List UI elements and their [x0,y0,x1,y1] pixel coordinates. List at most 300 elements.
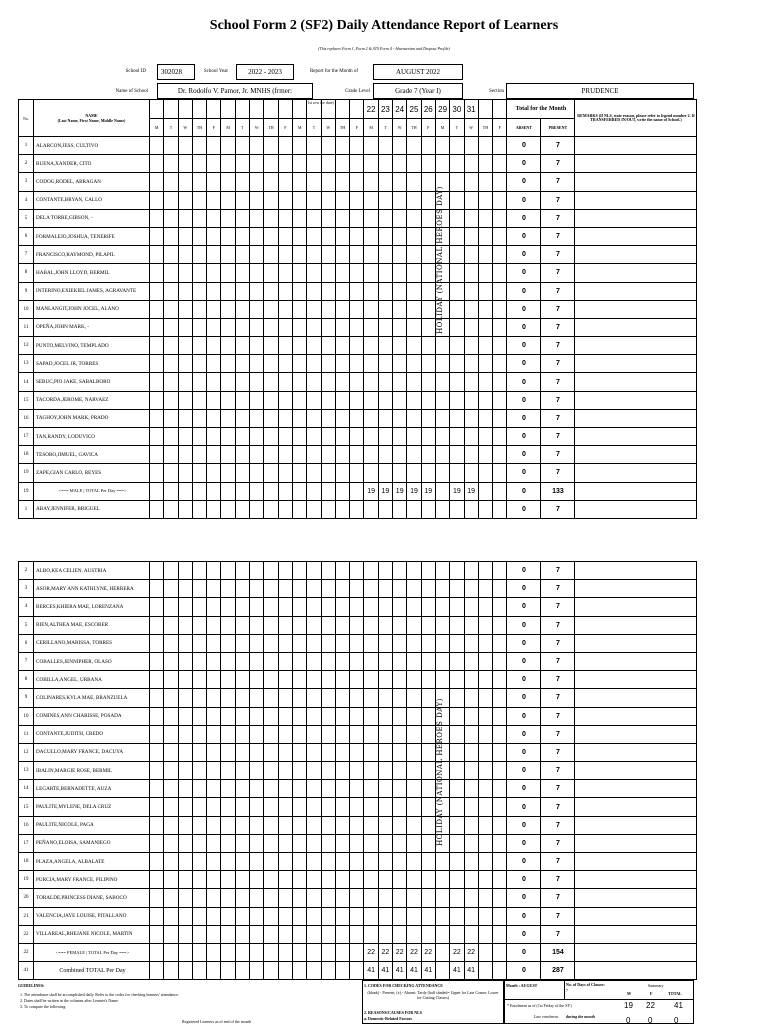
attendance-cell [150,798,164,816]
attendance-cell [335,889,349,907]
attendance-cell [307,616,321,634]
attendance-cell [307,652,321,670]
school-id-label: School ID [125,69,146,74]
date-header-cell [235,100,249,119]
attendance-cell [378,355,392,373]
learner-name: BUENA,XANDER, CITO [34,155,150,173]
attendance-cell [235,925,249,943]
attendance-cell [164,634,178,652]
daily-total-cell: 22 [393,943,407,961]
attendance-cell [278,762,292,780]
attendance-cell [250,318,264,336]
attendance-cell [264,816,278,834]
daily-total-cell [435,962,449,980]
attendance-cell [407,464,421,482]
attendance-cell [378,689,392,707]
remarks-cell [575,925,697,943]
remarks-cell [575,246,697,264]
attendance-cell [164,780,178,798]
attendance-cell [478,155,492,173]
learner-number: 13 [19,762,34,780]
attendance-cell [250,616,264,634]
total-row-label: <=== FEMALE | TOTAL Per Day ===> [34,943,150,961]
attendance-cell [250,907,264,925]
attendance-cell [350,137,364,155]
attendance-cell [321,816,335,834]
male-learner-row [19,264,697,282]
attendance-cell [150,446,164,464]
attendance-cell [192,227,206,245]
attendance-cell [192,671,206,689]
attendance-cell [350,209,364,227]
attendance-cell [464,173,478,191]
date-header-cell: 31 [464,100,478,119]
attendance-cell [407,409,421,427]
daily-total-cell [478,943,492,961]
attendance-cell [235,373,249,391]
attendance-cell [335,634,349,652]
learner-name: FRANCISCO,RAYMOND, PILAPIL [34,246,150,264]
attendance-cell [235,282,249,300]
late-enrolment-female: 0 [648,1016,653,1025]
attendance-cell [493,173,507,191]
attendance-cell [321,616,335,634]
attendance-cell [407,500,421,518]
attendance-cell [393,780,407,798]
attendance-cell [464,780,478,798]
section-label: Section [489,89,504,94]
absent-count: 0 [507,300,541,318]
attendance-cell [407,282,421,300]
attendance-cell [192,652,206,670]
attendance-cell [250,798,264,816]
daily-total-cell [235,482,249,500]
remarks-cell [575,871,697,889]
weekday-header-cell: F [207,119,221,137]
female-learner-row [19,907,697,925]
attendance-cell [450,816,464,834]
attendance-cell [192,173,206,191]
female-learner-row [19,671,697,689]
attendance-cell [250,580,264,598]
attendance-cell [393,409,407,427]
attendance-cell [278,834,292,852]
female-learner-row [19,816,697,834]
attendance-cell [278,907,292,925]
attendance-cell [264,337,278,355]
attendance-cell [164,725,178,743]
attendance-cell [221,689,235,707]
total-row-label: <=== MALE | TOTAL Per Day ===> [34,482,150,500]
attendance-cell [150,834,164,852]
attendance-cell [335,191,349,209]
attendance-cell [278,598,292,616]
attendance-cell [307,634,321,652]
attendance-cell [221,725,235,743]
daily-total-cell [493,482,507,500]
attendance-cell [378,391,392,409]
attendance-cell [350,671,364,689]
attendance-cell [421,500,435,518]
attendance-cell [178,889,192,907]
learner-number: 12 [19,337,34,355]
weekday-header-cell: F [421,119,435,137]
attendance-cell [464,318,478,336]
remarks-cell [575,300,697,318]
attendance-cell [321,562,335,580]
attendance-cell [321,373,335,391]
attendance-cell [464,500,478,518]
attendance-cell [364,562,378,580]
attendance-cell [335,282,349,300]
attendance-cell [264,652,278,670]
attendance-cell [307,762,321,780]
attendance-cell [493,373,507,391]
attendance-cell [350,373,364,391]
learner-name: DELA TORRE,GIBSON, - [34,209,150,227]
absent-count: 0 [507,264,541,282]
attendance-cell [178,373,192,391]
attendance-cell [493,816,507,834]
attendance-cell [207,580,221,598]
attendance-cell [350,871,364,889]
attendance-cell [321,853,335,871]
guideline-2: 2. Dates shall be written in the columns after Learner's Name. [20,998,119,1003]
attendance-cell [378,464,392,482]
present-count: 7 [541,227,575,245]
weekday-header-cell: TH [478,119,492,137]
learner-name: CODOG,RODEL, ABRAGAN [34,173,150,191]
attendance-cell [307,137,321,155]
attendance-cell [407,652,421,670]
attendance-cell [450,318,464,336]
attendance-cell [292,428,306,446]
attendance-cell [393,616,407,634]
attendance-cell [278,725,292,743]
attendance-cell [464,743,478,761]
attendance-cell [250,762,264,780]
attendance-cell [235,598,249,616]
attendance-cell [335,318,349,336]
attendance-cell [478,137,492,155]
attendance-cell [292,853,306,871]
attendance-cell [393,246,407,264]
learner-name: CERILLANO,MARISSA, TORRES [34,634,150,652]
attendance-cell [350,598,364,616]
female-learner-row [19,707,697,725]
female-learner-row [19,725,697,743]
attendance-cell [192,300,206,318]
attendance-cell [278,246,292,264]
attendance-cell [321,173,335,191]
attendance-cell [464,834,478,852]
remarks-cell [575,634,697,652]
attendance-cell [207,907,221,925]
attendance-cell [207,355,221,373]
attendance-cell [407,227,421,245]
attendance-cell [478,373,492,391]
attendance-cell [250,282,264,300]
attendance-cell [335,725,349,743]
attendance-cell [335,671,349,689]
attendance-cell [478,409,492,427]
attendance-cell [207,500,221,518]
attendance-cell [207,173,221,191]
attendance-cell [192,209,206,227]
daily-total-cell: 41 [378,962,392,980]
attendance-cell [350,762,364,780]
daily-total-cell [178,482,192,500]
daily-total-cell [150,482,164,500]
days-of-classes-label: No. of Days of Classes: [566,982,605,987]
attendance-cell [278,464,292,482]
grade-level-field: Grade 7 (Year I) [373,83,463,99]
attendance-cell [178,725,192,743]
attendance-cell [164,373,178,391]
absent-count: 0 [507,337,541,355]
weekday-header-cell: T [307,119,321,137]
attendance-cell [307,853,321,871]
male-learner-row [19,355,697,373]
attendance-cell [478,300,492,318]
learner-name: PEÑANO,ELOISA, SAMANIEGO [34,834,150,852]
attendance-cell [250,209,264,227]
date-header-cell: 25 [407,100,421,119]
col-header-no: No. [19,100,34,137]
attendance-cell [478,634,492,652]
reasons-domestic: a. Domestic-Related Factors [364,1016,413,1021]
date-header-cell [493,100,507,119]
remarks-cell [575,482,697,500]
attendance-cell [321,246,335,264]
present-count: 7 [541,318,575,336]
attendance-cell [450,337,464,355]
attendance-cell [350,616,364,634]
attendance-cell [292,373,306,391]
total-row-label: Combined TOTAL Per Day [34,962,150,980]
absent-count: 0 [507,373,541,391]
attendance-cell [393,355,407,373]
remarks-cell [575,337,697,355]
female-learner-row [19,616,697,634]
attendance-cell [250,227,264,245]
attendance-cell [478,616,492,634]
attendance-cell [235,355,249,373]
learner-number: 11 [19,725,34,743]
attendance-cell [221,652,235,670]
attendance-cell [150,264,164,282]
remarks-cell [575,428,697,446]
header-row-dates [19,100,697,119]
remarks-cell [575,209,697,227]
absent-count: 0 [507,925,541,943]
attendance-cell [335,616,349,634]
attendance-cell [221,264,235,282]
attendance-cell [207,464,221,482]
attendance-cell [164,689,178,707]
date-header-cell [292,100,306,119]
attendance-cell [235,743,249,761]
daily-total-cell [307,482,321,500]
attendance-cell [407,391,421,409]
learner-number: 4 [19,191,34,209]
attendance-cell [192,689,206,707]
attendance-cell [321,762,335,780]
attendance-cell [464,907,478,925]
attendance-cell [407,853,421,871]
attendance-cell [335,762,349,780]
summary-divider [504,999,694,1000]
attendance-cell [250,816,264,834]
attendance-cell [192,743,206,761]
remarks-cell [575,562,697,580]
attendance-cell [435,391,449,409]
attendance-cell [150,318,164,336]
attendance-cell [450,798,464,816]
absent-count: 0 [507,798,541,816]
attendance-cell [407,798,421,816]
attendance-cell [393,337,407,355]
attendance-cell [178,409,192,427]
attendance-cell [150,464,164,482]
attendance-cell [178,762,192,780]
attendance-cell [292,634,306,652]
attendance-cell [407,137,421,155]
school-name-field: Dr. Rodolfo V. Pamor, Jr. MNHS (frmer: [157,83,313,99]
attendance-cell [335,652,349,670]
attendance-cell [278,409,292,427]
attendance-cell [464,191,478,209]
attendance-cell [264,598,278,616]
attendance-cell [478,337,492,355]
absent-count: 0 [507,889,541,907]
attendance-cell [450,707,464,725]
learner-name: BERCES,KHIERA MAE, LORENZANA [34,598,150,616]
enrolment-female: 22 [646,1001,655,1010]
learner-name: MANLANGIT,JOHN JOCEL, ALANO [34,300,150,318]
attendance-cell [235,871,249,889]
absent-count: 0 [507,282,541,300]
attendance-cell [207,725,221,743]
attendance-cell [178,907,192,925]
date-header-cell [478,100,492,119]
attendance-cell [164,355,178,373]
attendance-cell [292,671,306,689]
absent-count: 0 [507,137,541,155]
absent-count: 0 [507,155,541,173]
daily-total-cell: 22 [378,943,392,961]
attendance-cell [407,634,421,652]
attendance-cell [464,798,478,816]
attendance-cell [321,780,335,798]
learner-name: ALARCON,JESS, CULTIVO [34,137,150,155]
attendance-cell [235,391,249,409]
attendance-cell [478,246,492,264]
attendance-cell [264,191,278,209]
absent-total: 0 [507,962,541,980]
date-header-cell: 24 [393,100,407,119]
weekday-header-cell: T [450,119,464,137]
attendance-cell [478,925,492,943]
attendance-cell [150,227,164,245]
attendance-cell [350,464,364,482]
daily-total-cell: 41 [407,962,421,980]
attendance-cell [178,246,192,264]
attendance-table-page-2 [18,561,697,980]
attendance-cell [264,446,278,464]
male-learner-row [19,373,697,391]
absent-count: 0 [507,707,541,725]
present-count: 7 [541,562,575,580]
attendance-cell [164,282,178,300]
attendance-cell [207,853,221,871]
female-learner-row [19,834,697,852]
attendance-cell [264,707,278,725]
days-of-classes-value: 7 [566,988,568,993]
section-field: PRUDENCE [506,83,694,99]
attendance-cell [178,500,192,518]
summary-m-header: M [627,991,631,996]
col-header-present: PRESENT [541,119,575,137]
absent-count: 0 [507,743,541,761]
attendance-cell [307,598,321,616]
attendance-cell [164,137,178,155]
attendance-cell [292,191,306,209]
attendance-cell [350,743,364,761]
attendance-cell [335,373,349,391]
attendance-cell [264,227,278,245]
attendance-cell [393,173,407,191]
attendance-cell [364,209,378,227]
attendance-cell [350,562,364,580]
attendance-cell [178,155,192,173]
attendance-cell [178,925,192,943]
attendance-cell [493,337,507,355]
attendance-cell [307,337,321,355]
attendance-cell [150,282,164,300]
attendance-cell [364,762,378,780]
weekday-header-cell: W [464,119,478,137]
present-count: 7 [541,853,575,871]
attendance-cell [321,337,335,355]
attendance-cell [378,562,392,580]
attendance-cell [393,137,407,155]
remarks-cell [575,907,697,925]
attendance-cell [350,337,364,355]
attendance-cell [264,137,278,155]
present-count: 7 [541,191,575,209]
weekday-header-cell: W [393,119,407,137]
attendance-cell [450,155,464,173]
attendance-cell [364,707,378,725]
remarks-cell [575,373,697,391]
col-header-name [34,100,150,137]
remarks-cell [575,264,697,282]
attendance-cell [292,464,306,482]
attendance-cell [235,227,249,245]
attendance-cell [292,816,306,834]
attendance-cell [464,391,478,409]
learner-number: 7 [19,652,34,670]
attendance-cell [250,137,264,155]
attendance-cell [221,562,235,580]
weekday-header-cell: W [321,119,335,137]
absent-count: 0 [507,671,541,689]
attendance-cell [464,355,478,373]
daily-total-cell: 41 [364,962,378,980]
attendance-cell [378,707,392,725]
attendance-cell [350,652,364,670]
